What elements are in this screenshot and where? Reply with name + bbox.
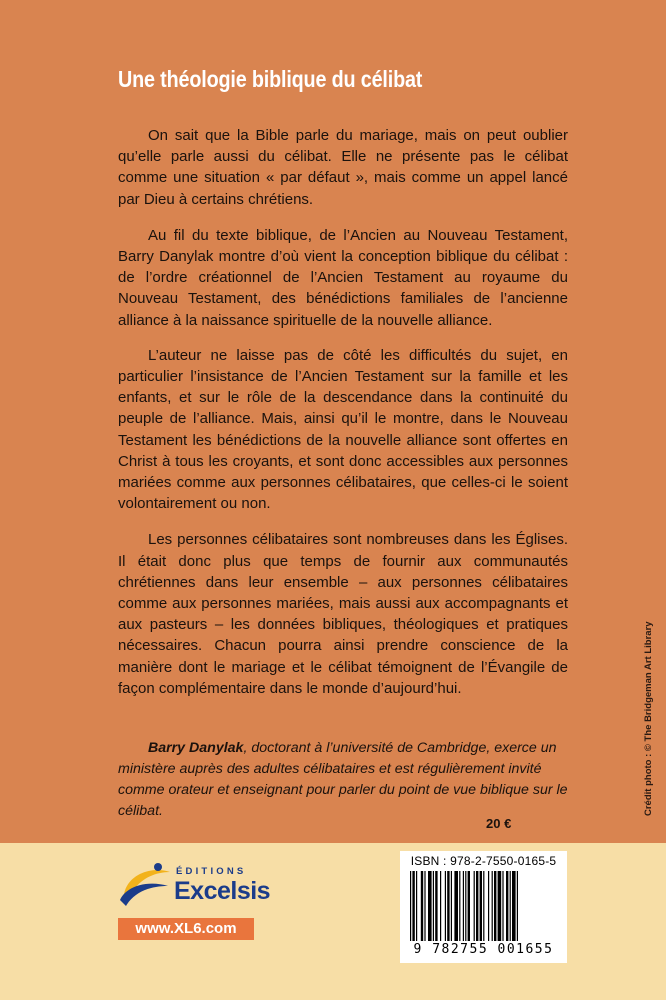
barcode-bar [459, 871, 460, 941]
price-label: 20 € [486, 816, 512, 831]
swoosh-icon [118, 860, 174, 910]
barcode-panel [400, 851, 567, 963]
barcode-bar [435, 871, 437, 941]
publisher-logo [118, 860, 288, 910]
barcode-bar [512, 871, 516, 941]
barcode-bar [517, 871, 518, 941]
blurb-paragraph: Les personnes célibataires sont nombreuses dans les Églises. Il était donc plus que temps de fournir aux communautés chrétiennes dans leur ensemble – aux personnes célibataires comme aux personnes mariées, mais aussi aux accompagnants et aux pasteurs – les données bibliques, théologiques et pratiques nécessaires. Chacun pourra ainsi prendre conscience de la manière dont le mariage et le célibat témoignent de l’Évangile de façon complémentaire dans le monde d’aujourd’hui. [118, 531, 568, 697]
barcode-bar [465, 871, 466, 941]
isbn-label: ISBN : 978-2-7550-0165-5 [410, 854, 557, 868]
barcode-bar [476, 871, 478, 941]
barcode-bar [502, 871, 503, 941]
blurb-paragraph: Au fil du texte biblique, de l’Ancien au Nouveau Testament, Barry Danylak montre d’où vient la conception biblique du célibat : de l’ordre créationnel de l’Ancien Testament au royaume du Nouveau Testament, des bénédictions familiales de l’ancienne alliance à la naissance spirituelle de la nouvelle alliance. [118, 226, 568, 329]
blurb [118, 125, 568, 714]
author-bio [118, 738, 568, 822]
barcode-bar [428, 871, 432, 941]
blurb-paragraph: On sait que la Bible parle du mariage, mais on peut oublier qu’elle parle aussi du célibat. Elle ne présente pas le célibat comme une situation « par défaut », mais comme un appel lancé par Dieu à certains chrétiens. [118, 127, 568, 208]
barcode-bar [451, 871, 452, 941]
barcode-bar [474, 871, 475, 941]
barcode-bar [447, 871, 449, 941]
barcode-bar [410, 871, 411, 941]
publisher-editions: ÉDITIONS [176, 866, 247, 877]
barcode-bar [483, 871, 484, 941]
barcode-number: 9 782755 001655 [413, 942, 554, 957]
barcode-bar [492, 871, 493, 941]
publisher-url[interactable]: www.XL6.com [118, 918, 254, 940]
barcode-bar [412, 871, 414, 941]
barcode-bar [463, 871, 464, 941]
barcode-bar [433, 871, 434, 941]
barcode-bar [480, 871, 482, 941]
publisher-name: Excelsis [174, 877, 271, 905]
author-name: Barry Danylak [148, 740, 244, 756]
photo-credit: Crédit photo : © The Bridgeman Art Library [643, 621, 654, 816]
barcode-bar [424, 871, 425, 941]
barcode-bar [421, 871, 423, 941]
barcode-icon [408, 871, 559, 941]
barcode-bar [468, 871, 470, 941]
barcode-bar [510, 871, 511, 941]
author-bio-text: , doctorant à l’université de Cambridge, exerce un ministère auprès des adultes célibataires et est régulièrement invité comme orateur et enseignant pour parler du point de vue biblique sur le célibat. [118, 740, 568, 819]
barcode-bar [454, 871, 458, 941]
barcode-bar [440, 871, 441, 941]
book-title: Une théologie biblique du célibat [118, 66, 423, 92]
blurb-paragraph: L’auteur ne laisse pas de côté les difficultés du sujet, en particulier l’insistance de l’Ancien Testament sur la famille et les enfants, et sur le rôle de la descendance dans la continuité du peuple de l’alliance. Mais, ainsi qu’il le montre, dans le Nouveau Testament les bénédictions de la nouvelle alliance sont offertes en Christ à tous les croyants, et sont donc accessibles aux personnes mariées comme aux personnes célibataires, que celles-ci le soient volontairement ou non. [118, 346, 568, 513]
barcode-bar [488, 871, 489, 941]
barcode-bar [445, 871, 446, 941]
barcode-bar [506, 871, 508, 941]
barcode-bar [494, 871, 496, 941]
barcode-bar [498, 871, 502, 941]
barcode-bar [416, 871, 417, 941]
